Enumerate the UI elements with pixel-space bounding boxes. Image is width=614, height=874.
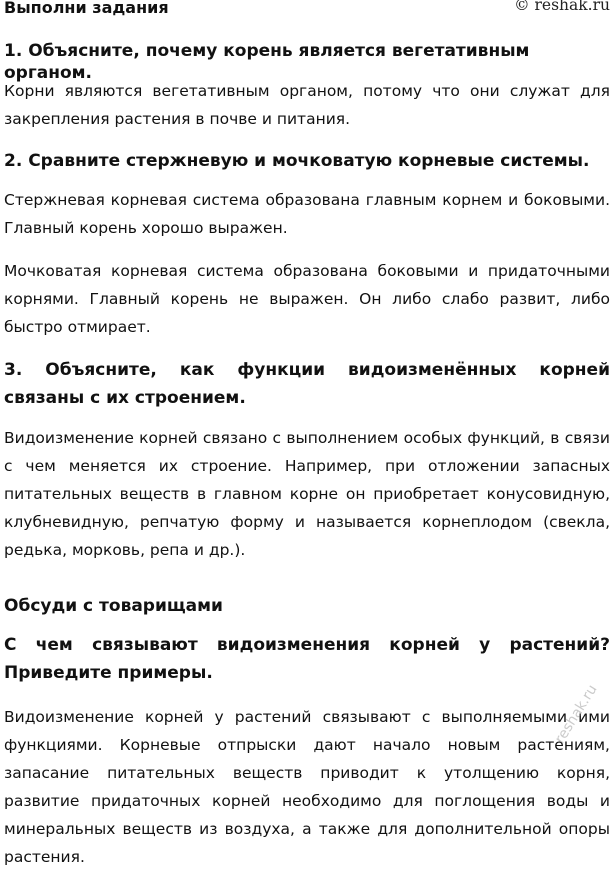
discussion-answer: Видоизменение корней у растений связывают с выполняемыми ими функциями. Корневые отпрыски дают начало новым растениям, запасание питательных веществ приводит к утолщению корня, развитие придаточных корней необходимо для поглощения воды и минеральных веществ из воздуха, а также для дополнительной опоры растения. xyxy=(4,708,610,866)
question-1: 1. Объясните, почему корень является вегетативным органом. xyxy=(4,41,530,83)
answer-1: Корни являются вегетативным органом, потому что они служат для закрепления растения в почве и питания. xyxy=(4,82,610,128)
question-2: 2. Сравните стержневую и мочковатую корневые системы. xyxy=(4,151,590,171)
answer-3: Видоизменение корней связано с выполнением особых функций, в связи с чем меняется их строение. Например, при отложении запасных питательных веществ в главном корне он приобретает конусовидную, клубневидную, репчатую форму и называется корнеплодом (свекла, редька, морковь, репа и др.). xyxy=(4,429,610,559)
site-brand: © reshak.ru xyxy=(514,0,610,14)
answer-2-taproot: Стержневая корневая система образована главным корнем и боковыми. Главный корень хорошо выражен. xyxy=(4,191,610,237)
discussion-question: С чем связывают видоизменения корней у растений? Приведите примеры. xyxy=(4,635,610,683)
question-3: 3. Объясните, как функции видоизменённых корней связаны с их строением. xyxy=(4,360,610,408)
page-title: Выполни задания xyxy=(4,0,169,17)
discussion-title: Обсуди с товарищами xyxy=(4,596,223,616)
watermark-logo: reshak.ru xyxy=(552,682,601,747)
answer-2-fibrous: Мочковатая корневая система образована боковыми и придаточными корнями. Главный корень не выражен. Он либо слабо развит, либо быстро отмирает. xyxy=(4,262,610,336)
